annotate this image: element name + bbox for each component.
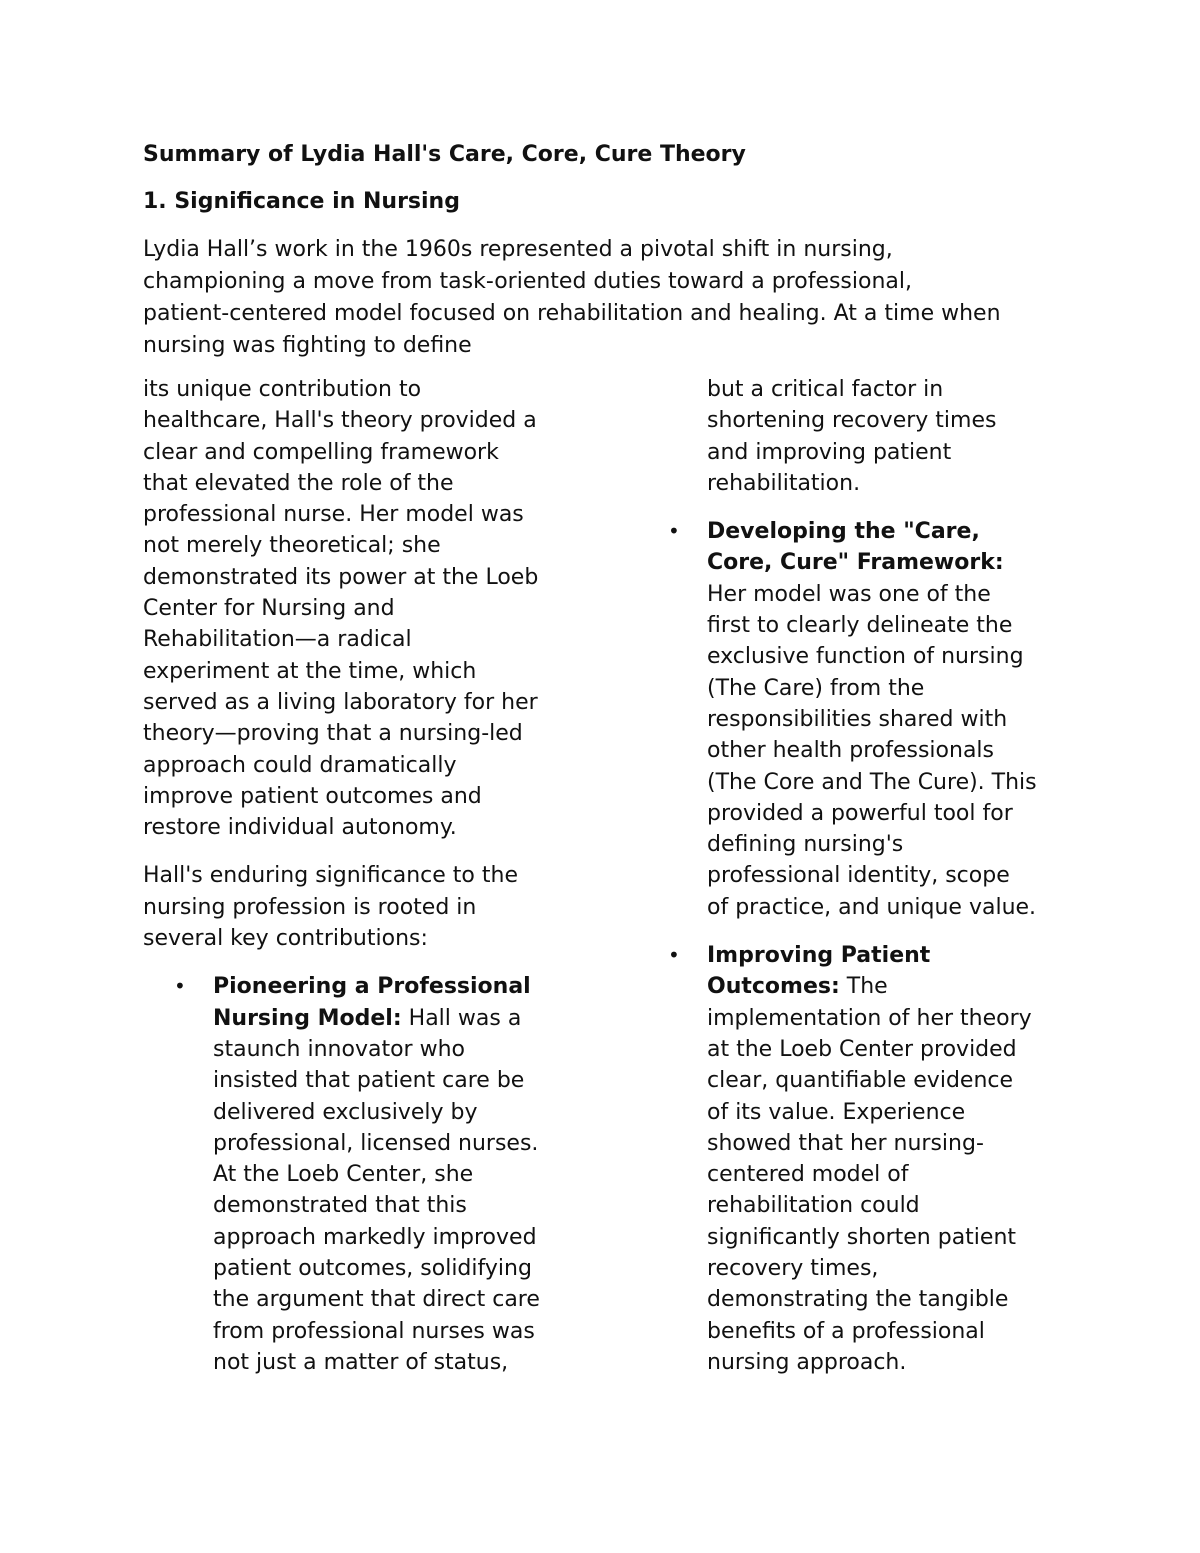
text-line: Rehabilitation—a radical <box>143 627 412 653</box>
text-line: patient outcomes, solidifying <box>213 1256 532 1282</box>
left-column <box>143 374 583 1395</box>
text-line: the argument that direct care <box>213 1287 540 1313</box>
left-paragraph-1 <box>143 374 583 843</box>
text-line: approach markedly improved <box>213 1224 537 1250</box>
text-line: demonstrated its power at the Loeb <box>143 564 539 590</box>
text-line: nursing profession is rooted in <box>143 894 477 920</box>
bullet-continuation <box>668 374 1088 499</box>
text-line: theory—proving that a nursing-led <box>143 721 523 747</box>
text-line: not just a matter of status, <box>213 1349 509 1375</box>
text-line: but a critical factor in <box>707 377 944 402</box>
intro-line: championing a move from task-oriented duties toward a professional, <box>143 269 913 294</box>
text-line: delivered exclusively by <box>213 1099 478 1125</box>
text-line: Center for Nursing and <box>143 596 395 622</box>
bullet-text <box>213 971 583 1378</box>
text-line: that elevated the role of the <box>143 470 454 496</box>
text-line <box>213 1003 583 1034</box>
text-fragment: Hall was a <box>401 1005 522 1031</box>
intro-line: Lydia Hall’s work in the 1960s represented a pivotal shift in nursing, <box>143 237 893 262</box>
bullet-text <box>707 940 1088 1378</box>
bullet-icon: • <box>174 974 186 999</box>
text-line: professional nurse. Her model was <box>143 502 524 528</box>
bullet-title: Nursing Model: <box>213 1005 402 1031</box>
text-line: rehabilitation. <box>707 470 861 496</box>
text-line: defining nursing's <box>707 832 904 858</box>
intro-paragraph <box>143 234 1073 362</box>
bullet-title: Improving Patient <box>707 943 931 969</box>
bullet-text <box>707 516 1088 923</box>
text-line: Her model was one of the <box>707 581 991 607</box>
text-line: its unique contribution to <box>143 377 422 402</box>
text-line: restore individual autonomy. <box>143 815 457 841</box>
text-line: recovery times, <box>707 1256 879 1282</box>
text-line: not merely theoretical; she <box>143 533 441 559</box>
text-line: At the Loeb Center, she <box>213 1162 474 1188</box>
text-line: nursing approach. <box>707 1349 907 1375</box>
text-line: Hall's enduring significance to the <box>143 863 518 889</box>
text-line: clear and compelling framework <box>143 439 499 465</box>
text-fragment: The <box>839 974 888 1000</box>
text-line: demonstrating the tangible <box>707 1287 1009 1313</box>
bullet-title: Pioneering a Professional <box>213 974 531 1000</box>
text-line: approach could dramatically <box>143 752 457 778</box>
text-line: several key contributions: <box>143 926 428 952</box>
bullet-item-professional-model <box>143 971 583 1378</box>
intro-line: nursing was fighting to define <box>143 333 472 358</box>
bullet-item-patient-outcomes <box>668 940 1088 1378</box>
text-line: first to clearly delineate the <box>707 613 1013 639</box>
intro-line: patient-centered model focused on rehabilitation and healing. At a time when <box>143 301 1001 326</box>
bullet-icon: • <box>668 943 680 968</box>
text-line: centered model of <box>707 1162 909 1188</box>
text-line: shortening recovery times <box>707 408 997 434</box>
text-line: showed that her nursing- <box>707 1130 984 1156</box>
text-line: implementation of her theory <box>707 1005 1032 1031</box>
text-line: of practice, and unique value. <box>707 894 1037 920</box>
text-line: exclusive function of nursing <box>707 644 1024 670</box>
document-title: Summary of Lydia Hall's Care, Core, Cure Theory <box>143 142 746 167</box>
text-line: experiment at the time, which <box>143 658 477 684</box>
text-line: from professional nurses was <box>213 1318 535 1344</box>
text-line: significantly shorten patient <box>707 1224 1017 1250</box>
text-line: staunch innovator who <box>213 1036 465 1062</box>
text-line: (The Core and The Cure). This <box>707 769 1037 795</box>
text-line: (The Care) from the <box>707 675 925 701</box>
text-line: professional, licensed nurses. <box>213 1130 539 1156</box>
text-line: professional identity, scope <box>707 863 1010 889</box>
left-paragraph-2 <box>143 860 583 954</box>
text-line: insisted that patient care be <box>213 1068 525 1094</box>
text-line: provided a powerful tool for <box>707 800 1013 826</box>
bullet-item-framework <box>668 516 1088 923</box>
text-line: clear, quantifiable evidence <box>707 1068 1014 1094</box>
section-heading: 1. Significance in Nursing <box>143 189 460 214</box>
text-line: other health professionals <box>707 738 994 764</box>
text-line: of its value. Experience <box>707 1099 966 1125</box>
bullet-title: Outcomes: <box>707 974 840 1000</box>
text-line: served as a living laboratory for her <box>143 689 538 715</box>
text-line: demonstrated that this <box>213 1193 467 1219</box>
text-line: rehabilitation could <box>707 1193 920 1219</box>
text-line: responsibilities shared with <box>707 706 1008 732</box>
text-line: and improving patient <box>707 439 952 465</box>
text-line <box>707 971 1088 1002</box>
text-line: benefits of a professional <box>707 1318 985 1344</box>
text-line: healthcare, Hall's theory provided a <box>143 408 537 434</box>
bullet-icon: • <box>668 519 680 544</box>
text-line: at the Loeb Center provided <box>707 1036 1017 1062</box>
right-column <box>668 374 1088 1395</box>
bullet-title: Developing the "Care, <box>707 519 980 545</box>
bullet-title: Core, Cure" Framework: <box>707 550 1004 576</box>
text-line: improve patient outcomes and <box>143 783 482 809</box>
